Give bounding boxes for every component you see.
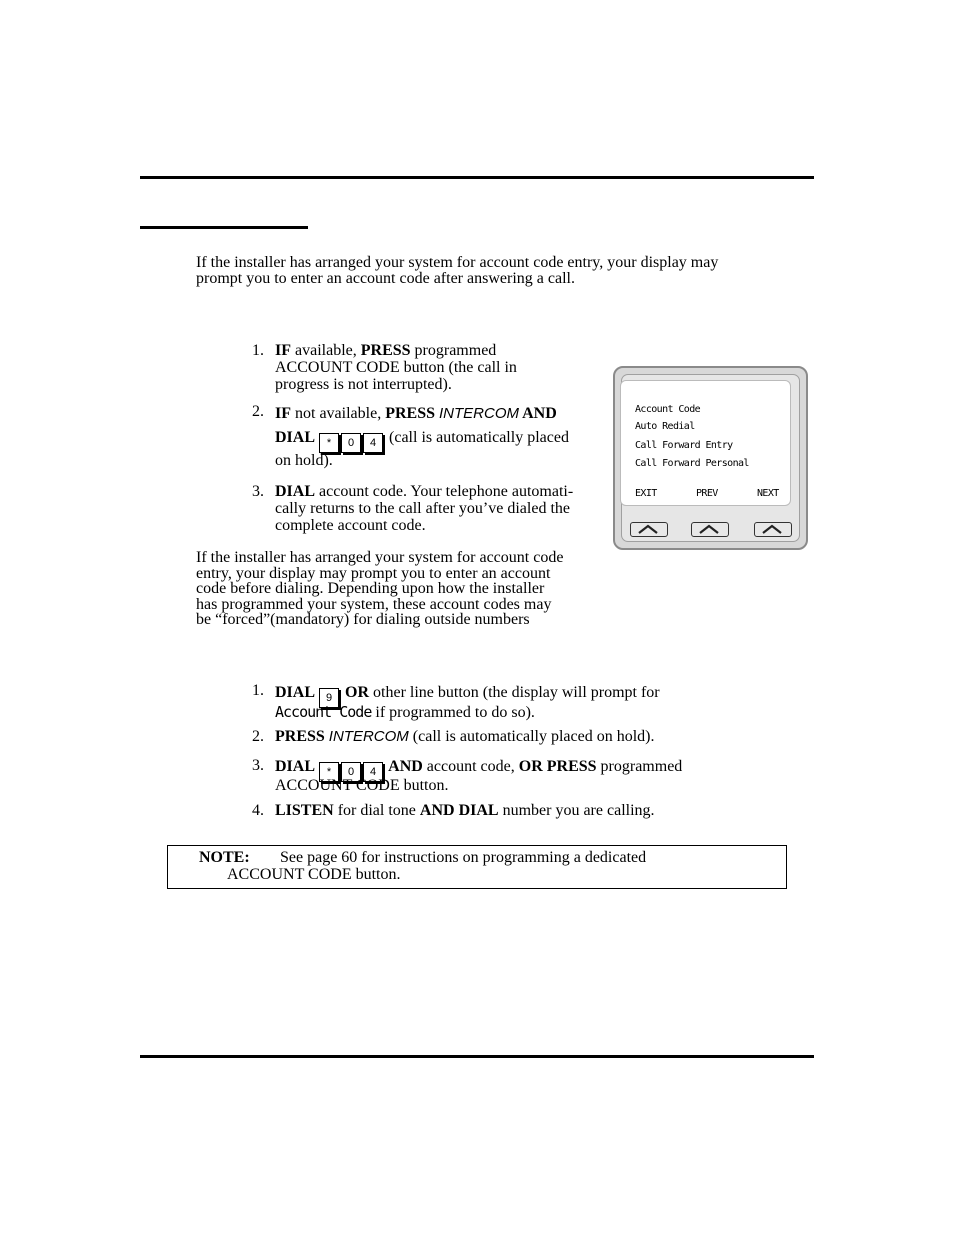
step-text — [275, 342, 517, 393]
softkey-exit-button[interactable] — [630, 522, 668, 537]
chevron-up-icon — [755, 523, 790, 535]
bold-text: LISTEN — [275, 802, 334, 819]
note-text-line-1: See page 60 for instructions on programming a dedicated — [280, 849, 647, 866]
body-text: number you are calling. — [498, 802, 655, 819]
body-text: (call is automatically placed — [385, 429, 569, 446]
bold-text: AND DIAL — [419, 802, 499, 819]
intercom-key-label: INTERCOM — [438, 405, 519, 422]
step-text — [275, 757, 682, 794]
step-number: 2. — [252, 728, 264, 745]
body-text: programmed — [410, 342, 497, 359]
step-line — [275, 376, 517, 393]
step-number: 1. — [252, 682, 264, 699]
heading-underline — [140, 226, 308, 229]
step-text — [275, 728, 655, 745]
step-number: 4. — [252, 802, 264, 819]
dial-key: * — [319, 762, 339, 782]
body-text: available, — [291, 342, 361, 359]
softkey-prev-button[interactable] — [691, 522, 729, 537]
display-prompt-text: Account Code — [275, 703, 372, 721]
intro-paragraph — [196, 255, 718, 287]
bold-text: IF — [275, 405, 291, 422]
step-line — [275, 500, 573, 517]
forced-line: If the installer has arranged your system for account code — [196, 549, 564, 566]
softkey-next-button[interactable] — [754, 522, 792, 537]
step-line — [275, 403, 569, 425]
chevron-up-icon — [631, 523, 666, 535]
bold-text: OR — [341, 684, 370, 701]
dial-key: * — [319, 433, 339, 453]
softkey-label-exit: EXIT — [635, 488, 657, 499]
display-menu-item: Call Forward Personal — [635, 458, 749, 469]
bold-text: DIAL — [275, 429, 316, 446]
body-text: not available, — [291, 405, 386, 422]
step-text — [275, 403, 569, 471]
step-line — [275, 757, 682, 777]
step-line — [275, 451, 569, 471]
bold-text: DIAL — [275, 483, 316, 500]
dial-key: 9 — [319, 688, 339, 708]
body-text: ACCOUNT CODE button. — [275, 777, 449, 794]
bold-text: DIAL — [275, 684, 316, 701]
body-text: programmed — [596, 758, 683, 775]
display-menu-item: Auto Redial — [635, 421, 695, 432]
step-text — [275, 682, 660, 721]
body-text: cally returns to the call after you’ve dialed the — [275, 500, 570, 517]
display-menu-item: Account Code — [635, 404, 701, 415]
intercom-key-label: INTERCOM — [328, 728, 409, 745]
step-text — [275, 483, 573, 534]
step-line — [275, 483, 573, 500]
step-line — [275, 425, 569, 451]
softkey-label-next: NEXT — [757, 488, 779, 499]
dial-key: 0 — [341, 762, 361, 782]
step-text — [275, 802, 655, 819]
bold-text: PRESS — [385, 405, 439, 422]
body-text: if programmed to do so). — [371, 704, 535, 721]
step-number: 2. — [252, 403, 264, 420]
bottom-rule — [140, 1055, 814, 1058]
bold-text: DIAL — [275, 758, 316, 775]
body-text: account code. Your telephone automati- — [315, 483, 574, 500]
intro-line-2: prompt you to enter an account code after answering a call. — [196, 270, 575, 287]
step-line — [275, 728, 655, 745]
note-text-line-2: ACCOUNT CODE button. — [227, 866, 401, 883]
body-text: complete account code. — [275, 517, 426, 534]
bold-text: OR PRESS — [518, 758, 597, 775]
note-label: NOTE: — [199, 849, 250, 866]
chevron-up-icon — [692, 523, 727, 535]
dial-key: 4 — [363, 762, 383, 782]
top-rule — [140, 176, 814, 179]
softkey-label-prev: PREV — [696, 488, 718, 499]
step-number: 3. — [252, 483, 264, 500]
step-line — [275, 682, 660, 704]
dial-key: 0 — [341, 433, 361, 453]
step-number: 1. — [252, 342, 264, 359]
bold-text: PRESS — [275, 728, 329, 745]
body-text: other line button (the display will prompt for — [369, 684, 660, 701]
body-text: account code, — [422, 758, 519, 775]
bold-text: AND — [518, 405, 557, 422]
body-text: on hold). — [275, 452, 333, 469]
body-text: (call is automatically placed on hold). — [408, 728, 655, 745]
step-line — [275, 517, 573, 534]
step-line — [275, 777, 682, 794]
forced-paragraph — [196, 550, 563, 628]
body-text: ACCOUNT CODE button (the call in — [275, 359, 517, 376]
intro-line-1: If the installer has arranged your system for account code entry, your display may — [196, 254, 719, 271]
forced-line: entry, your display may prompt you to enter an account — [196, 564, 551, 582]
body-text: for dial tone — [333, 802, 420, 819]
bold-text: PRESS — [360, 342, 411, 359]
display-menu-item: Call Forward Entry — [635, 440, 733, 451]
forced-line: be “forced”(mandatory) for dialing outside numbers — [196, 611, 530, 629]
step-line — [275, 359, 517, 376]
body-text: progress is not interrupted). — [275, 376, 452, 393]
bold-text: IF — [275, 342, 291, 359]
forced-line: has programmed your system, these account codes may — [196, 595, 552, 613]
step-line — [275, 704, 660, 721]
bold-text: AND — [385, 758, 423, 775]
step-line — [275, 342, 517, 359]
dial-key: 4 — [363, 433, 383, 453]
step-number: 3. — [252, 757, 264, 774]
step-line — [275, 802, 655, 819]
forced-line: code before dialing. Depending upon how the installer — [196, 580, 545, 598]
